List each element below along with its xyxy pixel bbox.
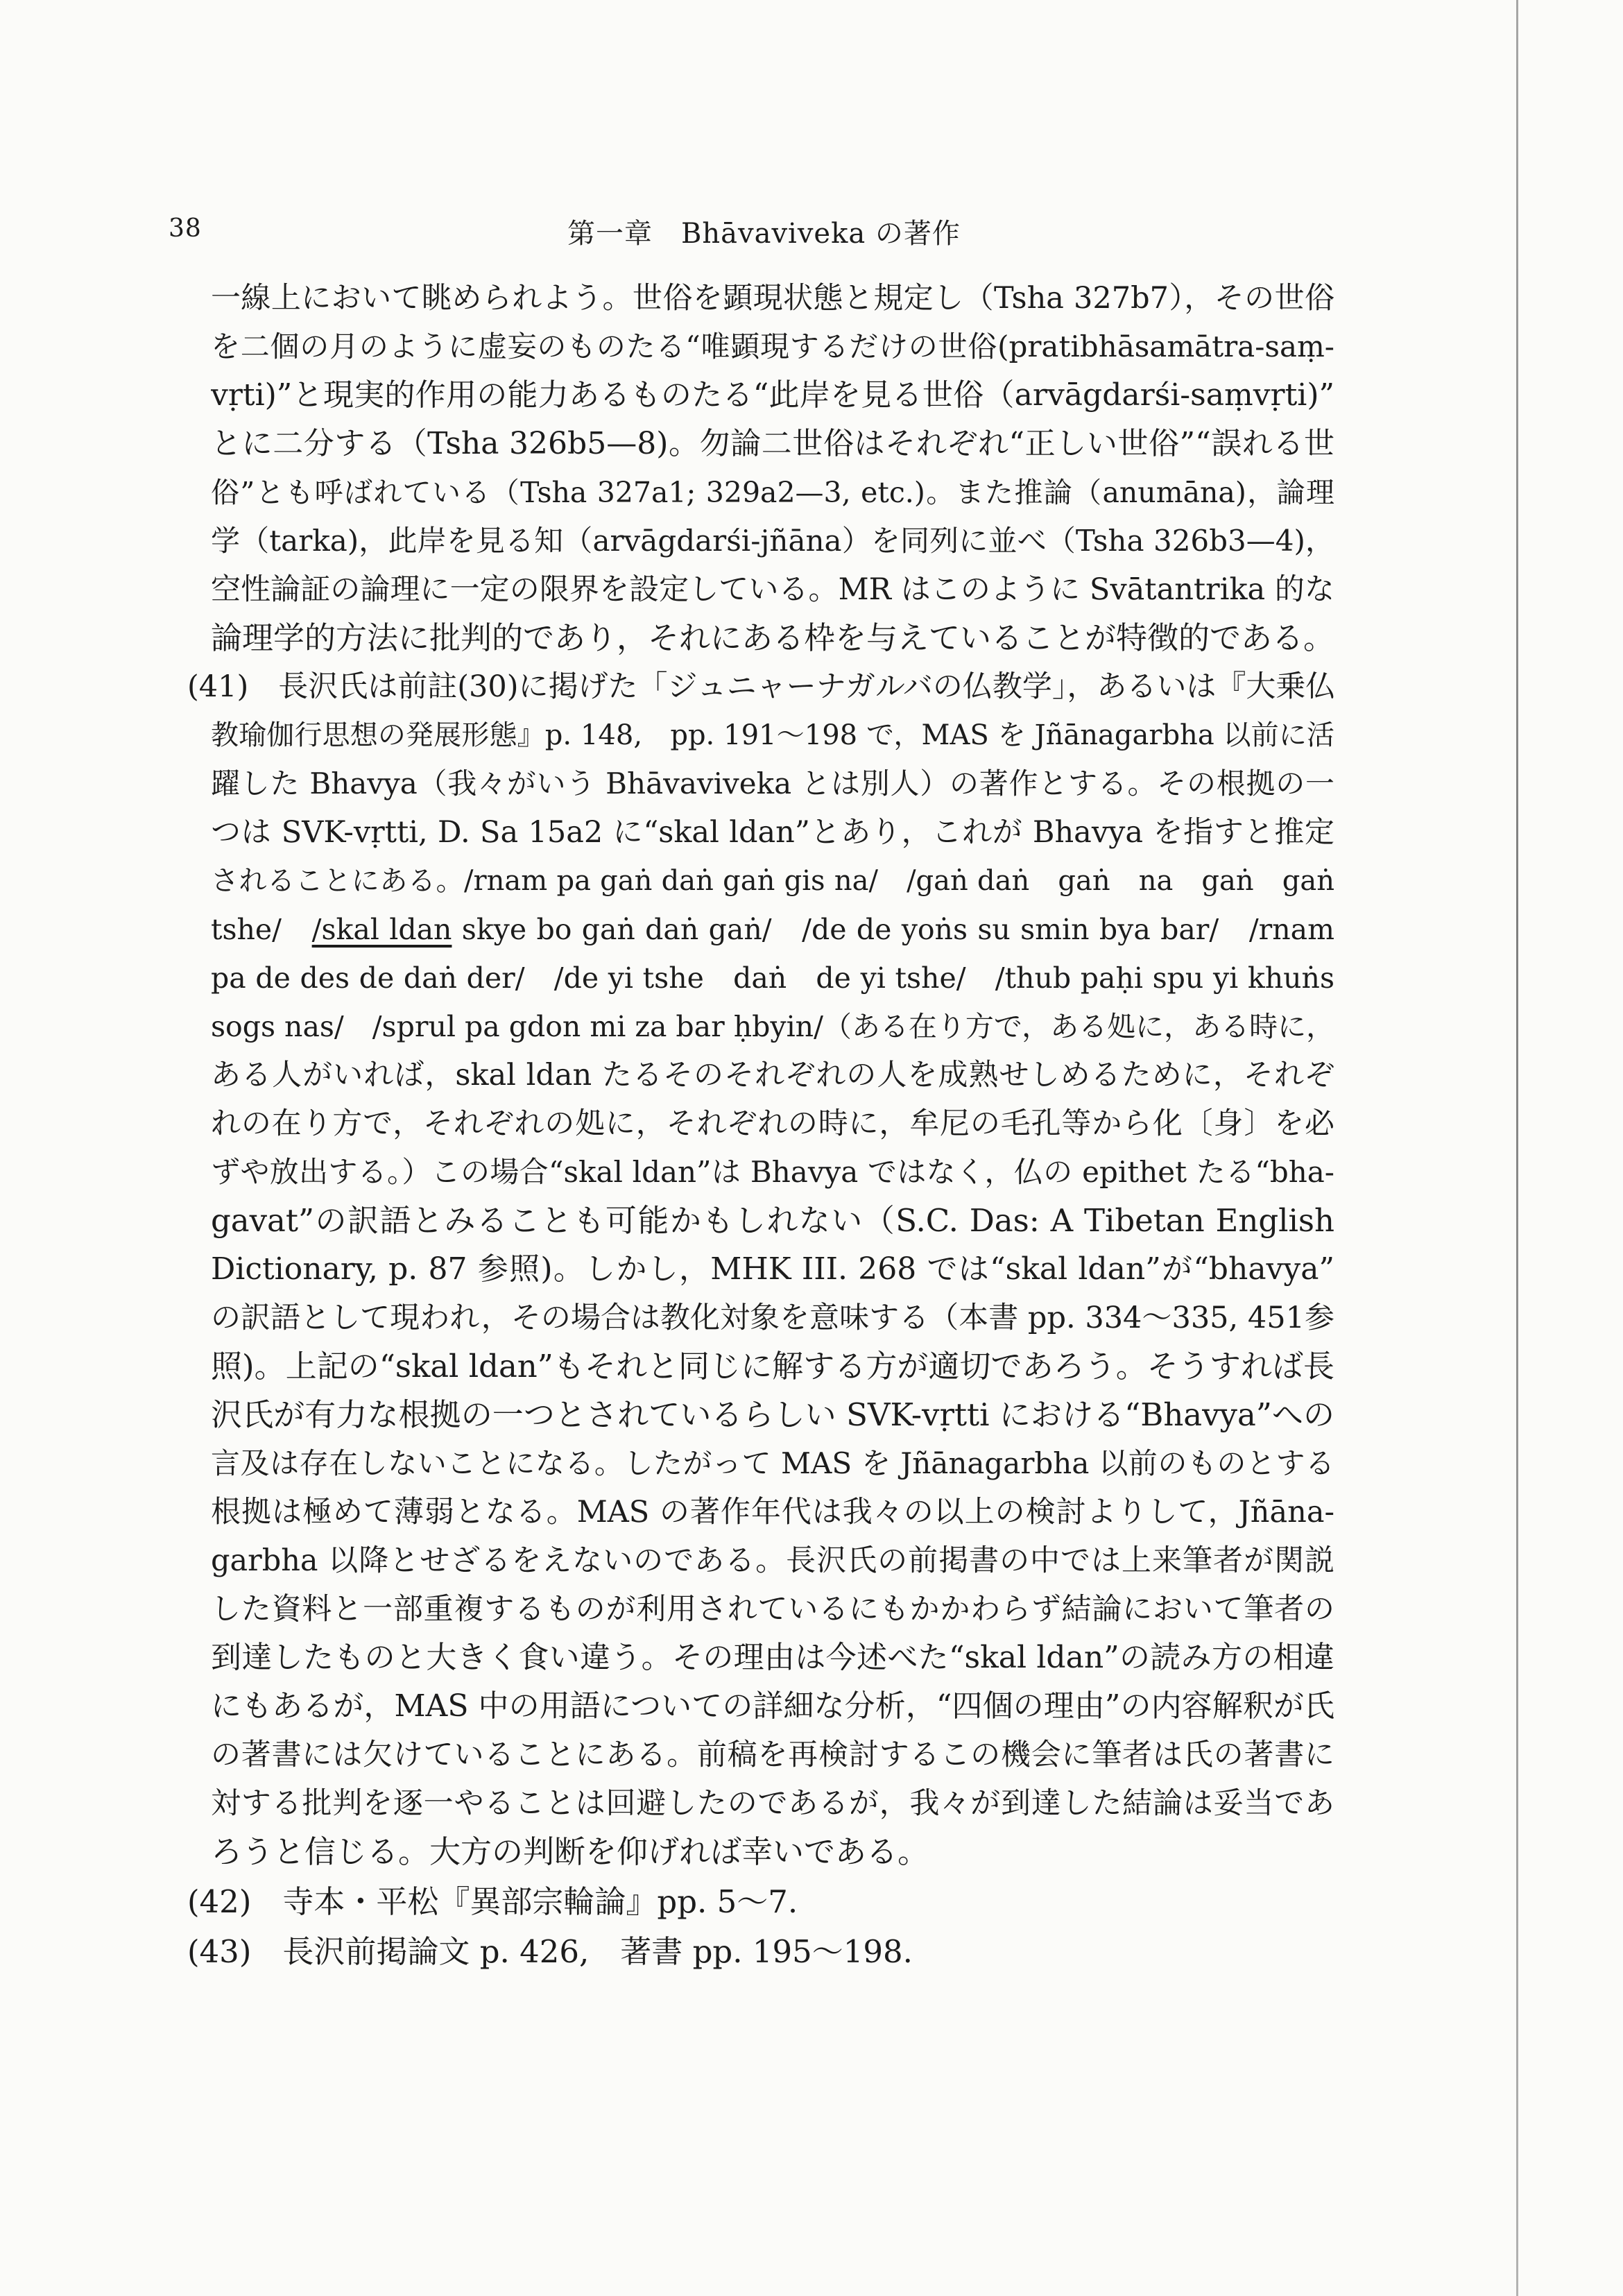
footnote-41-line: 照)。上記の“skal ldan”もそれと同じに解する方が適切であろう。そうすれば長 [211, 1348, 1334, 1385]
footnote-41-line: の著書には欠けていることにある。前稿を再検討するこの機会に筆者は氏の著書に [211, 1738, 1334, 1772]
footnote-41-line: pa de des de daṅ der/ /de yi tshe daṅ de yi tshe/ /thub paḥi spu yi khuṅs [211, 961, 1334, 995]
paragraph-line: 俗”とも呼ばれている（Tsha 327a1; 329a2—3, etc.)。また推論（anumāna)，論理 [211, 476, 1334, 509]
footnote-number: (41) [187, 669, 249, 704]
running-header: 第一章 Bhāvaviveka の著作 [567, 218, 961, 250]
footnote-41-line: garbha 以降とせざるをえないのである。長沢氏の前掲書の中では上来筆者が関説 [211, 1543, 1334, 1578]
footnote-41-line: されることにある。/rnam pa gaṅ daṅ gaṅ gis na/ /gaṅ daṅ gaṅ na gaṅ gaṅ [211, 865, 1334, 897]
footnote-41-line: 教瑜伽行思想の発展形態』p. 148, pp. 191～198 で，MAS を Jñānagarbha 以前に活 [211, 719, 1334, 751]
footnote-41-line: ろうと信じる。大方の判断を仰げれば幸いである。 [211, 1833, 929, 1870]
footnote-41-line: ある人がいれば，skal ldan たるそのそれぞれの人を成熟せしめるために，それぞ [211, 1058, 1334, 1093]
line-segment: skye bo gaṅ daṅ gaṅ/ /de de yoṅs su smin bya bar/ /rnam [452, 913, 1334, 946]
footnote-41-line: した資料と一部重複するものが利用されているにもかかわらず結論において筆者の [211, 1592, 1334, 1627]
footnote-number: (42) [187, 1883, 252, 1920]
footnote-text: 長沢前掲論文 p. 426, 著書 pp. 195～198. [282, 1933, 913, 1970]
underlined-term: /skal ldan [311, 913, 452, 946]
paragraph-line: 一線上において眺められよう。世俗を顕現状態と規定し（Tsha 327b7），その世俗 [211, 281, 1334, 316]
footnote-41-line: 躍した Bhavya（我々がいう Bhāvaviveka とは別人）の著作とする。その根拠の一 [211, 766, 1334, 800]
footnote-41-line: にもあるが，MAS 中の用語についての詳細な分析，“四個の理由”の内容解釈が氏 [211, 1688, 1334, 1724]
footnote-43 [187, 1931, 913, 1973]
footnote-number: (43) [187, 1933, 252, 1970]
footnote-41-line: 到達したものと大きく食い違う。その理由は今述べた“skal ldan”の読み方の相違 [211, 1640, 1334, 1675]
footnote-text: 長沢氏は前註(30)に掲げた「ジュニャーナガルバの仏教学」，あるいは『大乗仏 [278, 669, 1336, 704]
footnote-41-line: 対する批判を逐一やることは回避したのであるが，我々が到達した結論は妥当であ [211, 1786, 1334, 1821]
footnote-41-line-underlined [211, 909, 1334, 950]
paragraph-line: 学（tarka)，此岸を見る知（arvāgdarśi-jñāna）を同列に並べ（Tsha 326b3—4)， [211, 524, 1334, 558]
line-segment: tshe/ [211, 913, 312, 946]
footnote-41-line: れの在り方で，それぞれの処に，それぞれの時に，牟尼の毛孔等から化〔身〕を必 [211, 1106, 1334, 1141]
footnote-41-line: つは SVK-vṛtti, D. Sa 15a2 に“skal ldan”とあり，これが Bhavya を指すと推定 [211, 815, 1334, 850]
footnote-42 [187, 1881, 798, 1923]
paragraph-line: 空性論証の論理に一定の限界を設定している。MR はこのように Svātantrika 的な [211, 572, 1334, 607]
footnote-41-line: Dictionary, p. 87 参照)。しかし，MHK III. 268 では“skal ldan”が“bhavya” [211, 1251, 1334, 1287]
footnote-41-first-line [187, 666, 1334, 708]
paragraph-line: を二個の月のように虚妄のものたる“唯顕現するだけの世俗(pratibhāsamātra-saṃ- [211, 329, 1334, 363]
footnote-41-line: ずや放出する。）この場合“skal ldan”は Bhavya ではなく，仏の epithet たる“bha- [211, 1155, 1334, 1189]
footnote-41-line: 沢氏が有力な根拠の一つとされているらしい SVK-vṛtti における“Bhavya”への [211, 1396, 1334, 1433]
footnote-41-line: gavat”の訳語とみることも可能かもしれない（S.C. Das: A Tibetan English [211, 1202, 1334, 1239]
page-number: 38 [169, 214, 202, 243]
footnote-text: 寺本・平松『異部宗輪論』pp. 5～7. [282, 1883, 798, 1920]
footnote-41-line: の訳語として現われ，その場合は教化対象を意味する（本書 pp. 334～335, 451参 [211, 1301, 1334, 1335]
paragraph-line: 論理学的方法に批判的であり，それにある枠を与えていることが特徴的である。 [211, 619, 1334, 656]
footnote-41-line: 言及は存在しないことになる。したがって MAS を Jñānagarbha 以前のものとする [211, 1446, 1334, 1480]
footnote-41-line: sogs nas/ /sprul pa gdon mi za bar ḥbyin/（ある在り方で，ある処に，ある時に， [211, 1010, 1334, 1043]
paragraph-line: とに二分する（Tsha 326b5—8)。勿論二世俗はそれぞれ“正しい世俗”“誤れる世 [211, 426, 1334, 461]
scan-binding-edge [1516, 0, 1518, 2296]
footnote-41-line: 根拠は極めて薄弱となる。MAS の著作年代は我々の以上の検討よりして，Jñāna- [211, 1495, 1334, 1530]
paragraph-line: vṛti)”と現実的作用の能力あるものたる“此岸を見る世俗（arvāgdarśi-saṃvṛti)” [211, 377, 1334, 413]
